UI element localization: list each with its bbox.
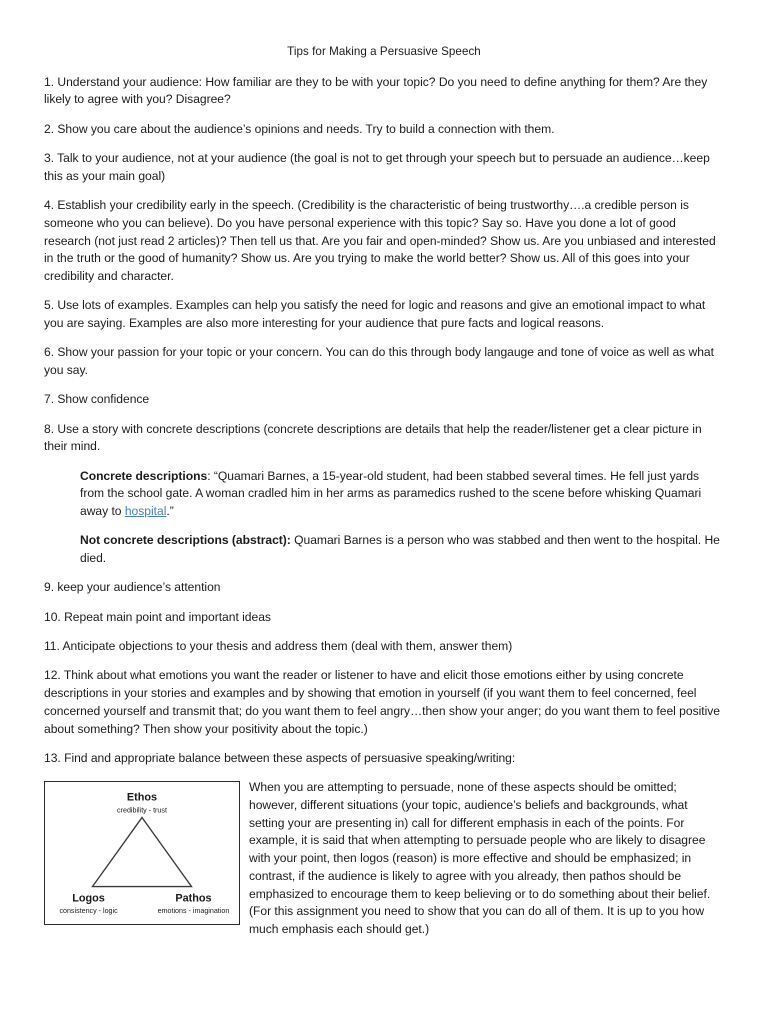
triangle-shape [93,818,192,887]
concrete-label-separator: : [207,468,214,483]
tip-paragraph-9: 9. keep your audience’s attention [44,580,221,595]
ethos-label: Ethos [126,791,158,804]
abstract-descriptions-label: Not concrete descriptions (abstract): [80,533,291,548]
tip-paragraph-4: 4. Establish your credibility early in the speech. (Credibility is the characteristic of being trustworthy….a credible person is someone who you can believe). Do you have personal experience with this topic? Say so. Have you done a lot of good research (not just read 2 articles)? Then tell us that. Are you fair and open-minded? Show us. Are you unbiased and interested in the truth or the good of humanity? Show us. Are you trying to make the world better? Show us. All of this goes into your credibility and character. [44,197,716,284]
tip-paragraph-5: 5. Use lots of examples. Examples can help you satisfy the need for logic and reasons and give an emotional impact to what you are saying. Examples are also more interesting for your audience that pure facts and logical reasons. [44,298,706,331]
logos-label: Logos [72,892,105,905]
tip-paragraph-13: 13. Find and appropriate balance between these aspects of persuasive speaking/writing: [44,750,516,765]
logos-subtitle: consistency - logic [59,907,118,916]
tip-paragraph-11: 11. Anticipate objections to your thesis and address them (deal with them, answer them) [44,639,513,654]
figure-and-wrapped-text-block [44,779,724,939]
concrete-descriptions-label: Concrete descriptions [80,468,208,483]
rhetorical-triangle-svg [45,782,239,924]
tip-paragraph-6: 6. Show your passion for your topic or your concern. You can do this through body langauge and tone of voice as well as what you say. [44,345,714,378]
tip-paragraph-1: 1. Understand your audience: How familiar are they to be with your topic? Do you need to define anything for them? Are they likely to agree with you? Disagree? [44,74,708,107]
pathos-label: Pathos [175,892,212,905]
tip-paragraph-7: 7. Show confidence [44,392,150,407]
tip-paragraph-8: 8. Use a story with concrete descriptions (concrete descriptions are details that help the reader/listener get a clear picture in their mind. [44,421,702,454]
hospital-link[interactable]: hospital [124,504,167,519]
ethos-subtitle: credibility - trust [117,806,167,815]
tip-paragraph-3: 3. Talk to your audience, not at your audience (the goal is not to get through your speech but to persuade an audience…keep this as your main goal) [44,150,710,183]
tip-paragraph-12: 12. Think about what emotions you want the reader or listener to have and elicit those emotions either by using concrete descriptions in your stories and examples and by showing that emotion in yourself (if you want them to feel concerned, feel concerned yourself and transmit that; do you want them to feel angry…then show your anger; do you want them to feel positive about something? Then show your positivity about the topic.) [44,668,720,736]
closing-paragraph: When you are attempting to persuade, none of these aspects should be omitted; however, different situations (your topic, audience’s beliefs and backgrounds, what setting your are presenting in) call for different emphasis in each of the points. For example, it is said that when attempting to persuade people who are likely to disagree with your point, then logos (reason) is more effective and should be emphasized; in contrast, if the audience is likely to agree with you already, then pathos should be emphasized to encourage them to keep believing or to do something about their belief. (For this assignment you need to show that you can do all of them. It is up to you how much emphasis each should get.) [249,780,711,937]
page-title: Tips for Making a Persuasive Speech [287,45,481,58]
abstract-descriptions-example [80,532,724,568]
pathos-subtitle: emotions - imagination [157,907,230,916]
concrete-example-text-after-link: .” [166,504,174,519]
concrete-descriptions-example [80,468,724,521]
tip-paragraph-2: 2. Show you care about the audience’s opinions and needs. Try to build a connection with them. [44,121,555,136]
concrete-example-text-before-link: “Quamari Barnes, a 15-year-old student, had been stabbed several times. He fell just yards from the school gate. A woman cradled him in her arms as paramedics rushed to the scene before whisking Quamari away to [80,468,702,519]
tip-paragraph-10: 10. Repeat main point and important ideas [44,609,271,624]
abstract-example-text: Quamari Barnes is a person who was stabbed and then went to the hospital. He died. [80,533,720,566]
rhetorical-triangle-figure [44,781,240,925]
